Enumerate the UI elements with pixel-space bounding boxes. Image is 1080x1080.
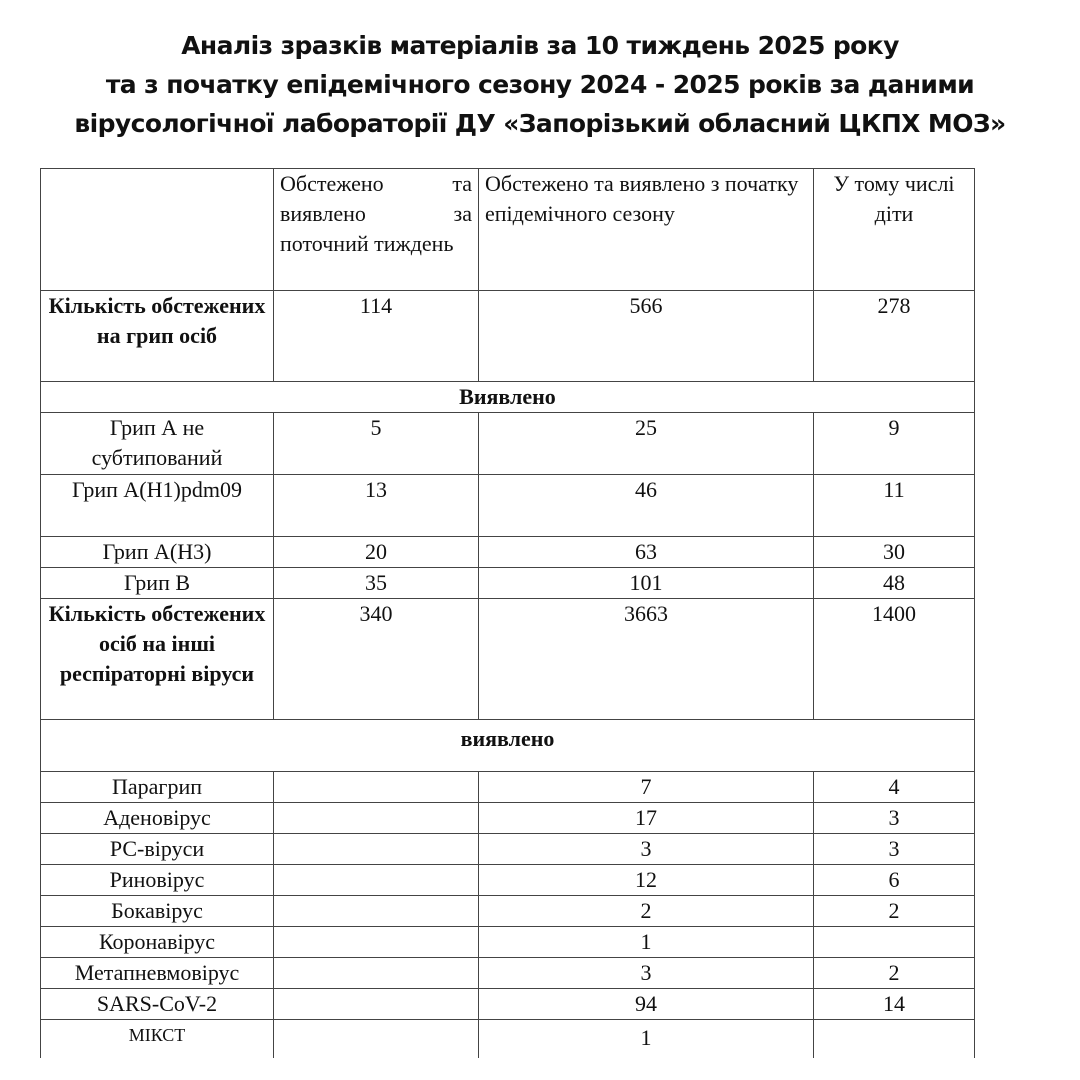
virus-row-week [274,896,479,927]
flu-row-season: 25 [479,413,814,475]
flu-row-season: 63 [479,537,814,568]
virus-row [41,772,975,803]
flu-row-week: 13 [274,475,479,537]
flu-row [41,568,975,599]
flu-row-children: 9 [814,413,975,475]
header-children: У тому числі діти [814,169,975,291]
flu-row-label: Грип В [41,568,274,599]
virus-row-season: 1 [479,927,814,958]
virus-row-label: Бокавірус [41,896,274,927]
virus-row-season: 1 [479,1020,814,1058]
title-line-1: Аналіз зразків матеріалів за 10 тиждень 2025 року [181,31,899,60]
virus-row-week [274,772,479,803]
virus-row-label: Парагрип [41,772,274,803]
flu-row-week: 5 [274,413,479,475]
section-row-detected-other [41,720,975,772]
virus-row-children: 2 [814,896,975,927]
other-examined-season: 3663 [479,599,814,720]
virus-row [41,896,975,927]
section-detected-other-heading: виявлено [41,720,975,772]
virus-row-children: 6 [814,865,975,896]
section-row-detected [41,382,975,413]
section-detected-heading: Виявлено [41,382,975,413]
lab-results-table [40,168,975,1058]
virus-row-week [274,803,479,834]
flu-row-children: 30 [814,537,975,568]
flu-row [41,475,975,537]
virus-row [41,958,975,989]
flu-row [41,537,975,568]
header-empty-cell [41,169,274,291]
virus-row-season: 3 [479,958,814,989]
flu-row-season: 101 [479,568,814,599]
other-examined-children: 1400 [814,599,975,720]
flu-examined-row [41,291,975,382]
virus-row [41,803,975,834]
virus-row-children: 2 [814,958,975,989]
virus-row-week [274,865,479,896]
virus-row-season: 3 [479,834,814,865]
virus-row [41,865,975,896]
virus-row [41,834,975,865]
document-title [0,26,1080,143]
flu-examined-children: 278 [814,291,975,382]
flu-row-label: Грип А не субтипований [41,413,274,475]
flu-row-week: 35 [274,568,479,599]
flu-examined-season: 566 [479,291,814,382]
flu-row-children: 11 [814,475,975,537]
title-line-2: та з початку епідемічного сезону 2024 - 2025 років за даними [105,70,975,99]
virus-row-season: 17 [479,803,814,834]
flu-row-label: Грип А(H3) [41,537,274,568]
title-line-3: вірусологічної лабораторії ДУ «Запорізький обласний ЦКПХ МОЗ» [74,109,1006,138]
other-examined-row [41,599,975,720]
virus-row-children: 3 [814,834,975,865]
header-current-week: Обстежено та виявлено за поточний тиждень [274,169,479,291]
virus-row-label: Риновірус [41,865,274,896]
virus-row-label: Аденовірус [41,803,274,834]
flu-row-children: 48 [814,568,975,599]
flu-row-week: 20 [274,537,479,568]
header-season: Обстежено та виявлено з початку епідемічного сезону [479,169,814,291]
virus-row-season: 2 [479,896,814,927]
other-examined-label: Кількість обстежених осіб на інші респіраторні віруси [41,599,274,720]
virus-row-season: 12 [479,865,814,896]
virus-row-children [814,927,975,958]
virus-row-children [814,1020,975,1058]
virus-row [41,1020,975,1058]
flu-row-season: 46 [479,475,814,537]
virus-row-children: 14 [814,989,975,1020]
flu-examined-week: 114 [274,291,479,382]
virus-row-week [274,1020,479,1058]
virus-row-label: SARS-CoV-2 [41,989,274,1020]
flu-examined-label: Кількість обстежених на грип осіб [41,291,274,382]
virus-row-children: 4 [814,772,975,803]
virus-row-week [274,834,479,865]
virus-row-label: Метапневмовірус [41,958,274,989]
virus-row-label: МІКСТ [41,1020,274,1058]
virus-row-season: 94 [479,989,814,1020]
virus-row-season: 7 [479,772,814,803]
virus-row-label: Коронавірус [41,927,274,958]
virus-row-week [274,958,479,989]
other-examined-week: 340 [274,599,479,720]
virus-row-label: РС-віруси [41,834,274,865]
header-row [41,169,975,291]
virus-row-children: 3 [814,803,975,834]
flu-row-label: Грип A(H1)pdm09 [41,475,274,537]
virus-row-week [274,989,479,1020]
flu-row [41,413,975,475]
virus-row [41,927,975,958]
virus-row [41,989,975,1020]
virus-row-week [274,927,479,958]
